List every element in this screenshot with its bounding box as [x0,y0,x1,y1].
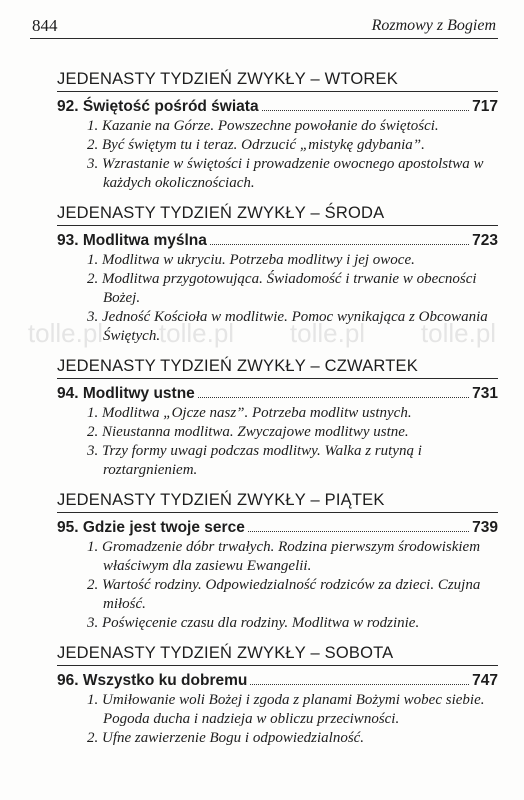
subitem: 3. Trzy formy uwagi podczas modlitwy. Walka z rutyną i roztargnieniem. [87,443,422,478]
subitem-list [57,251,498,346]
running-title: Rozmowy z Bogiem [371,17,496,34]
entry-page-number: 739 [472,519,498,536]
subitem-list [57,691,498,748]
dot-leader [248,531,469,532]
toc-entry[interactable] [57,517,498,538]
section-heading: JEDENASTY TYDZIEŃ ZWYKŁY – WTOREK [57,70,498,92]
toc-entry[interactable] [57,670,498,691]
entry-page-number: 723 [472,232,498,249]
toc-section [57,70,498,193]
entry-page-number: 717 [472,98,498,115]
watermark-text: tolle.pl [158,318,235,348]
subitem: 1. Kazanie na Górze. Powszechne powołanie do świętości. [87,118,439,134]
subitem: 3. Jedność Kościoła w modlitwie. Pomoc wynikająca z Obcowania Świętych. [87,309,488,344]
toc-section [57,491,498,633]
subitem: 2. Modlitwa przygotowująca. Świadomość i trwanie w obecności Bożej. [87,271,477,306]
toc-entry[interactable] [57,230,498,251]
section-heading: JEDENASTY TYDZIEŃ ZWYKŁY – PIĄTEK [57,491,498,513]
entry-title: 93. Modlitwa myślna [57,232,207,249]
subitem: 1. Umiłowanie woli Bożej i zgoda z planami Bożymi wobec siebie. Pogoda ducha i nadzieja w obliczu przeciwności. [87,692,485,727]
subitem-list [57,538,498,633]
entry-title: 94. Modlitwy ustne [57,385,195,402]
page-number: 844 [32,16,58,35]
section-heading: JEDENASTY TYDZIEŃ ZWYKŁY – CZWARTEK [57,357,498,379]
entry-title: 95. Gdzie jest twoje serce [57,519,245,536]
subitem: 2. Wartość rodziny. Odpowiedzialność rodziców za dzieci. Czujna miłość. [87,577,481,612]
entry-page-number: 731 [472,385,498,402]
subitem: 2. Nieustanna modlitwa. Zwyczajowe modlitwy ustne. [87,424,409,440]
subitem: 1. Modlitwa w ukryciu. Potrzeba modlitwy i jej owoce. [87,252,415,268]
table-of-contents [57,70,498,759]
toc-entry[interactable] [57,96,498,117]
subitem: 1. Gromadzenie dóbr trwałych. Rodzina pierwszym środowiskiem właściwym dla zasiewu Ewangelii. [87,539,481,574]
toc-section [57,357,498,480]
subitem-list [57,117,498,193]
toc-section [57,644,498,748]
watermark-text: tolle.pl [420,318,497,348]
entry-page-number: 747 [472,672,498,689]
subitem: 3. Wzrastanie w świętości i prowadzenie owocnego apostolstwa w każdych okolicznościach. [87,156,484,191]
subitem: 1. Modlitwa „Ojcze nasz”. Potrzeba modlitw ustnych. [87,405,412,421]
section-heading: JEDENASTY TYDZIEŃ ZWYKŁY – SOBOTA [57,644,498,666]
watermark-text: tolle.pl [27,318,104,348]
subitem: 2. Być świętym tu i teraz. Odrzucić „mistykę gdybania”. [87,137,425,153]
subitem: 3. Poświęcenie czasu dla rodziny. Modlitwa w rodzinie. [87,615,420,631]
dot-leader [250,684,469,685]
dot-leader [198,397,469,398]
subitem: 2. Ufne zawierzenie Bogu i odpowiedzialność. [87,730,365,746]
subitem-list [57,404,498,480]
page-header [30,14,498,39]
dot-leader [262,110,470,111]
section-heading: JEDENASTY TYDZIEŃ ZWYKŁY – ŚRODA [57,204,498,226]
dot-leader [210,244,469,245]
watermark-text: tolle.pl [289,318,366,348]
toc-section [57,204,498,346]
entry-title: 96. Wszystko ku dobremu [57,672,248,689]
toc-entry[interactable] [57,383,498,404]
entry-title: 92. Świętość pośród świata [57,98,259,115]
